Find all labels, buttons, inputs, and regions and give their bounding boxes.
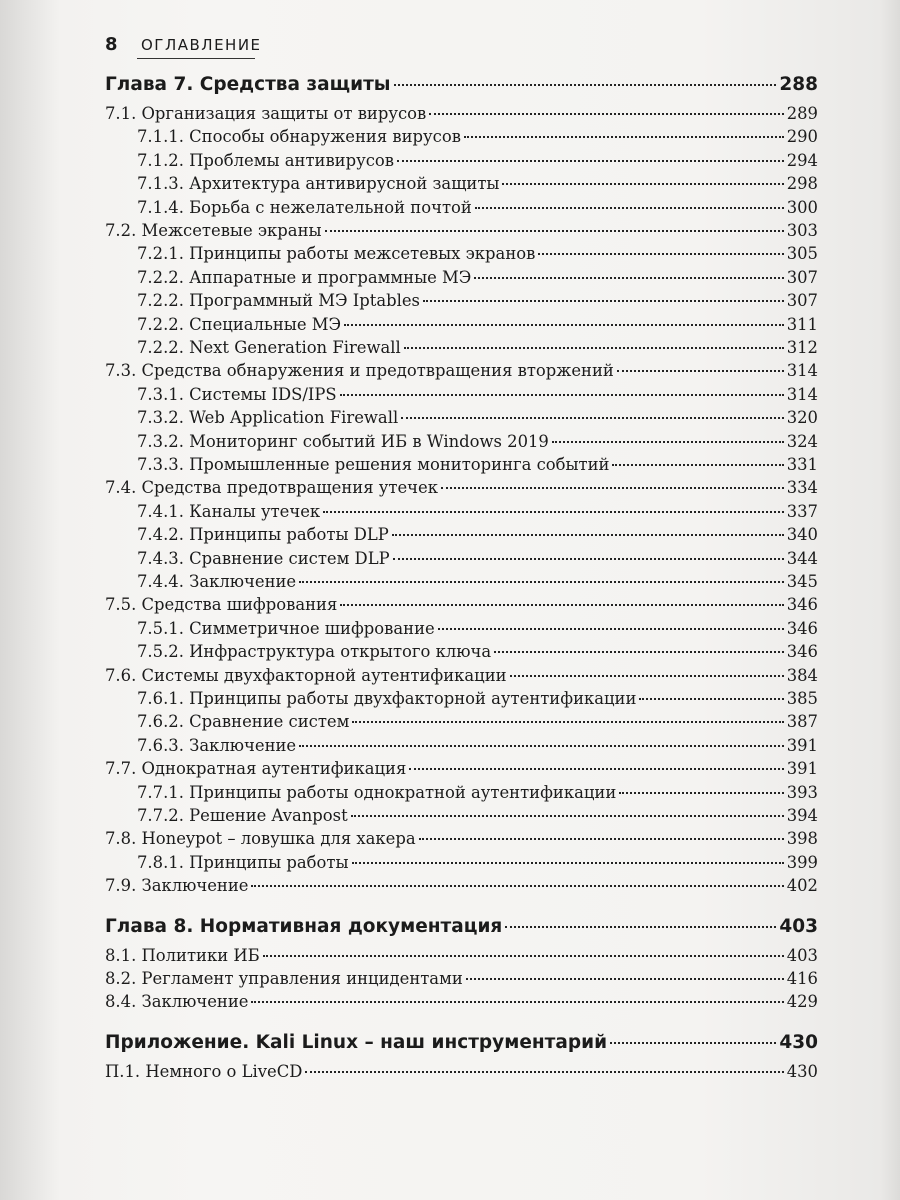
toc-entry <box>105 666 818 692</box>
dot-leader <box>419 838 784 840</box>
toc-entry-title: 7.3.3. Промышленные решения мониторинга событий <box>137 455 610 474</box>
toc-entry-title: 7.9. Заключение <box>105 876 249 896</box>
dot-leader <box>323 511 784 513</box>
toc-entry <box>105 759 818 785</box>
toc-entry-title: 8.1. Политики ИБ <box>105 945 260 965</box>
dot-leader <box>552 441 784 443</box>
toc-entry <box>105 829 818 855</box>
dot-leader <box>352 862 784 864</box>
toc-page-number: 346 <box>786 595 818 615</box>
toc-entry-title: 7.7.2. Решение Avanpost <box>137 806 348 825</box>
dot-leader <box>538 253 783 255</box>
toc-entry-title: 7.2.2. Специальные МЭ <box>137 314 342 334</box>
dot-leader <box>344 324 784 326</box>
toc-page-number: 391 <box>786 759 818 779</box>
toc-page-number: 320 <box>786 408 818 428</box>
toc-entry <box>105 104 818 130</box>
toc-page-number: 398 <box>786 829 818 849</box>
toc-page-number: 314 <box>786 384 818 404</box>
toc-entry-title: 7.1.3. Архитектура антивирусной защиты <box>137 174 500 194</box>
toc-entry <box>137 432 818 458</box>
toc-entry <box>105 1062 818 1088</box>
toc-entry <box>137 689 818 715</box>
toc-entry-title: 7.7. Однократная аутентификация <box>105 759 407 779</box>
toc-page-number: 300 <box>786 197 818 217</box>
toc-entry-title: Приложение. Kali Linux – наш инструментарий <box>105 1031 608 1053</box>
toc-entry-title: 7.3.1. Системы IDS/IPS <box>137 384 337 404</box>
toc-page-number: 288 <box>779 74 818 95</box>
dot-leader <box>404 347 784 349</box>
toc-entry <box>137 736 818 762</box>
dot-leader <box>612 464 783 466</box>
toc-entry <box>105 595 818 621</box>
dot-leader <box>352 721 783 723</box>
toc-entry <box>137 174 818 200</box>
toc-page-number: 430 <box>786 1061 818 1081</box>
dot-leader <box>505 926 776 928</box>
toc-entry <box>137 338 818 364</box>
toc-page-number: 344 <box>786 548 818 568</box>
toc-entry <box>105 992 818 1018</box>
toc-page-number: 429 <box>786 992 818 1012</box>
toc-page-number: 307 <box>786 291 818 311</box>
toc-page-number: 314 <box>786 361 818 381</box>
toc-entry <box>137 385 818 411</box>
toc-entry-title: 7.5. Средства шифрования <box>105 595 338 615</box>
dot-leader <box>340 604 783 606</box>
dot-leader <box>464 136 784 138</box>
dot-leader <box>393 558 784 560</box>
toc-entry-title: 7.5.2. Инфраструктура открытого ключа <box>137 642 492 662</box>
dot-leader <box>441 487 784 489</box>
toc-page-number: 334 <box>786 478 818 498</box>
toc-entry <box>137 244 818 270</box>
dot-leader <box>474 277 783 279</box>
toc-page-number: 331 <box>786 455 818 474</box>
toc-entry-title: 7.8.1. Принципы работы <box>137 852 349 872</box>
toc-page-number: 289 <box>786 104 818 123</box>
toc-entry <box>137 783 818 809</box>
toc-entry-title: 7.3.2. Мониторинг событий ИБ в Windows 2019 <box>137 431 549 451</box>
toc-entry <box>137 549 818 575</box>
toc-entry-title: 7.8. Honeypot – ловушка для хакера <box>105 829 416 849</box>
toc-page-number: 324 <box>786 431 818 451</box>
dot-leader <box>494 651 784 653</box>
toc-chapter <box>105 1032 818 1058</box>
toc-entry <box>137 712 818 738</box>
toc-entry <box>137 853 818 879</box>
toc-page-number: 394 <box>786 806 818 825</box>
dot-leader <box>305 1071 783 1073</box>
toc-entry-title: 7.1.4. Борьба с нежелательной почтой <box>137 197 472 217</box>
toc-entry-title: 7.2.2. Next Generation Firewall <box>137 338 401 357</box>
toc-entry-title: 8.4. Заключение <box>105 992 249 1012</box>
toc-entry <box>105 946 818 972</box>
toc-entry-title: 7.4. Средства предотвращения утечек <box>105 478 438 498</box>
toc-entry-title: 7.5.1. Симметричное шифрование <box>137 618 435 638</box>
toc-page-number: 290 <box>786 127 818 147</box>
toc-page-number: 303 <box>786 221 818 240</box>
toc-entry-title: 7.3. Средства обнаружения и предотвращения вторжений <box>105 361 614 381</box>
dot-leader <box>429 113 783 115</box>
toc-entry-title: 7.1. Организация защиты от вирусов <box>105 104 427 123</box>
toc-entry-title: 7.1.2. Проблемы антивирусов <box>137 150 395 170</box>
toc-page-number: 298 <box>786 174 818 194</box>
dot-leader <box>251 1001 783 1003</box>
toc-entry-title: 7.6.2. Сравнение систем <box>137 712 350 732</box>
dot-leader <box>409 768 783 770</box>
toc-page-number: 402 <box>786 876 818 896</box>
toc-entry-title: Глава 7. Средства защиты <box>105 74 391 95</box>
toc-page-number: 307 <box>786 267 818 287</box>
toc-entry <box>137 127 818 153</box>
toc-entry-title: 7.6.3. Заключение <box>137 735 297 755</box>
toc-entry <box>137 315 818 341</box>
dot-leader <box>502 183 783 185</box>
dot-leader <box>251 885 783 887</box>
toc-page-number: 305 <box>786 244 818 264</box>
toc-entry-title: 7.3.2. Web Application Firewall <box>137 408 399 428</box>
toc-entry-title: 7.6. Системы двухфакторной аутентификации <box>105 665 507 685</box>
toc-page-number: 416 <box>786 969 818 988</box>
toc-entry-title: 7.4.4. Заключение <box>137 572 297 591</box>
toc-page-number: 399 <box>786 852 818 872</box>
header-title: ОГЛАВЛЕНИЕ <box>141 36 262 54</box>
toc-entry-title: 7.6.1. Принципы работы двухфакторной аутентификации <box>137 689 637 708</box>
toc-chapter <box>105 916 818 942</box>
toc-entry-title: П.1. Немного о LiveCD <box>105 1061 303 1081</box>
toc-chapter <box>105 74 818 100</box>
page-number: 8 <box>105 34 118 55</box>
toc-entry <box>137 502 818 528</box>
dot-leader <box>299 745 784 747</box>
toc-page-number: 391 <box>786 735 818 755</box>
toc-entry-title: Глава 8. Нормативная документация <box>105 915 503 937</box>
toc-entry-title: 8.2. Регламент управления инцидентами <box>105 969 463 988</box>
toc-entry <box>137 525 818 551</box>
toc-entry <box>137 572 818 598</box>
toc-entry-title: 7.2.1. Принципы работы межсетевых экранов <box>137 244 536 264</box>
dot-leader <box>397 160 784 162</box>
dot-leader <box>510 675 784 677</box>
dot-leader <box>438 628 784 630</box>
toc-entry <box>137 806 818 832</box>
toc-page-number: 311 <box>786 314 818 334</box>
toc-page-number: 387 <box>786 712 818 732</box>
dot-leader <box>423 300 784 302</box>
dot-leader <box>466 978 784 980</box>
toc-entry <box>137 455 818 481</box>
toc-page-number: 384 <box>786 665 818 685</box>
toc-entry-title: 7.4.2. Принципы работы DLP <box>137 525 389 545</box>
toc-page-number: 294 <box>786 150 818 170</box>
toc-entry <box>105 969 818 995</box>
toc-entry <box>137 198 818 224</box>
toc-page-number: 403 <box>779 915 818 937</box>
dot-leader <box>340 394 784 396</box>
dot-leader <box>610 1042 776 1044</box>
toc-page-number: 345 <box>786 572 818 591</box>
toc-entry <box>105 361 818 387</box>
toc-entry-title: 7.4.3. Сравнение систем DLP <box>137 548 390 568</box>
toc-entry <box>137 268 818 294</box>
toc-entry-title: 7.2.2. Программный МЭ Iptables <box>137 291 420 311</box>
toc-entry <box>137 151 818 177</box>
dot-leader <box>392 534 784 536</box>
dot-leader <box>351 815 784 817</box>
toc-page-number: 393 <box>786 782 818 802</box>
toc-page-number: 337 <box>786 501 818 521</box>
toc-page-number: 403 <box>786 945 818 965</box>
toc-entry-title: 7.2.2. Аппаратные и программные МЭ <box>137 267 472 287</box>
dot-leader <box>263 955 784 957</box>
toc-page-number: 346 <box>786 642 818 662</box>
toc-page-number: 385 <box>786 689 818 708</box>
dot-leader <box>617 370 784 372</box>
dot-leader <box>299 581 784 583</box>
dot-leader <box>619 792 783 794</box>
toc-page-number: 340 <box>786 525 818 545</box>
toc-entry-title: 7.1.1. Способы обнаружения вирусов <box>137 127 461 147</box>
toc-page-number: 430 <box>779 1031 818 1053</box>
toc-entry <box>137 642 818 668</box>
toc-entry <box>137 408 818 434</box>
dot-leader <box>394 84 777 86</box>
dot-leader <box>401 417 784 419</box>
toc-entry <box>105 478 818 504</box>
dot-leader <box>475 207 784 209</box>
dot-leader <box>639 698 783 700</box>
toc-entry <box>137 619 818 645</box>
toc-page-number: 312 <box>786 338 818 357</box>
toc-entry <box>137 291 818 317</box>
toc-entry-title: 7.2. Межсетевые экраны <box>105 221 322 240</box>
toc-entry <box>105 221 818 247</box>
toc-entry-title: 7.4.1. Каналы утечек <box>137 501 321 521</box>
toc-entry <box>105 876 818 902</box>
dot-leader <box>325 230 784 232</box>
toc-page-number: 346 <box>786 618 818 638</box>
toc-entry-title: 7.7.1. Принципы работы однократной аутентификации <box>137 782 617 802</box>
